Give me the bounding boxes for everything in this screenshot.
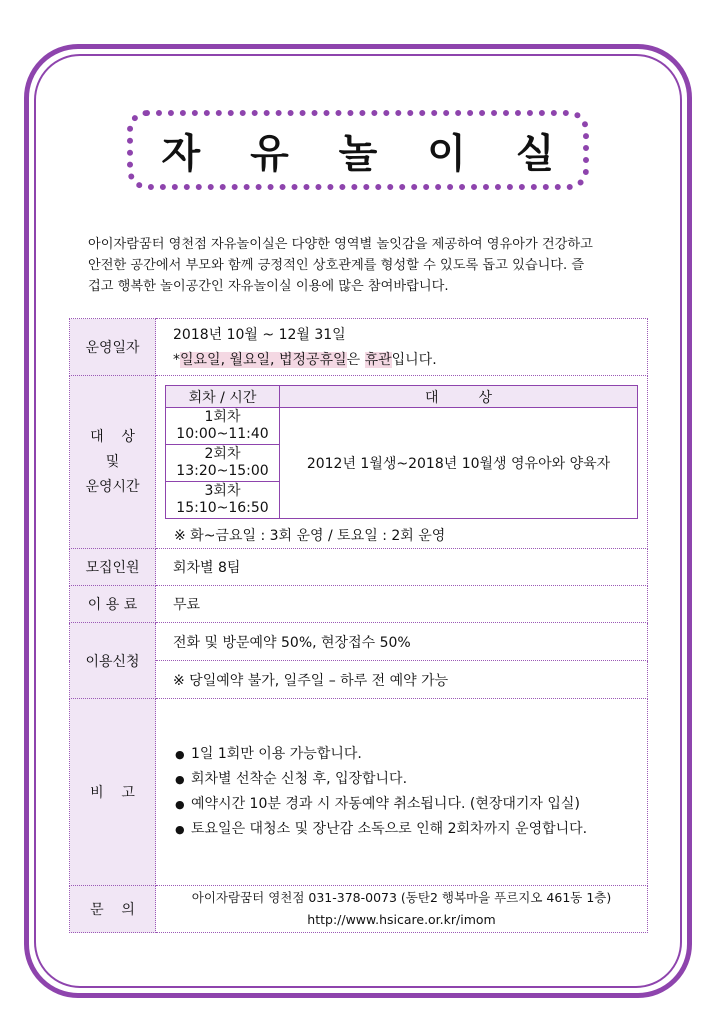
recruit-label: 모집인원 (70, 549, 156, 586)
closed-mid: 은 (346, 351, 365, 368)
session-slot (166, 482, 280, 519)
info-table (69, 318, 648, 933)
contact-url[interactable]: http://www.hsicare.or.kr/imom (307, 912, 496, 927)
intro-line: 아이자람꿈터 영천점 자유놀이실은 다양한 영역별 놀잇감을 제공하여 영유아가 건강하고 (88, 237, 593, 252)
row-remarks (70, 699, 648, 886)
intro-line: 안전한 공간에서 부모와 함께 긍정적인 상호관계를 형성할 수 있도록 돕고 있습니다. 즐 (88, 258, 585, 273)
schedule-header (166, 386, 638, 408)
contact-label: 문 의 (70, 886, 156, 933)
target-label-line: 및 (105, 453, 120, 470)
col-target-header: 대 상 (280, 386, 638, 408)
session-name: 1회차 (204, 409, 241, 425)
fee-value: 무료 (156, 586, 648, 623)
row-apply-1 (70, 623, 648, 661)
closed-days: 일요일, 월요일, 법정공휴일 (180, 351, 347, 368)
closed-prefix: * (173, 351, 180, 368)
target-desc: 2012년 1월생~2018년 10월생 영유아와 양육자 (280, 408, 638, 519)
session-time: 10:00~11:40 (176, 426, 269, 442)
row-recruit (70, 549, 648, 586)
list-item: ● 회차별 선착순 신청 후, 입장합니다. (173, 767, 637, 792)
recruit-value: 회차별 8팀 (156, 549, 648, 586)
remarks-label: 비 고 (70, 699, 156, 886)
row-target (70, 376, 648, 549)
list-item: ● 예약시간 10분 경과 시 자동예약 취소됩니다. (현장대기자 입실) (173, 792, 637, 817)
closed-word: 휴관 (364, 351, 392, 368)
row-contact (70, 886, 648, 933)
intro-line: 겁고 행복한 놀이공간인 자유놀이실 이용에 많은 참여바랍니다. (88, 279, 449, 294)
fee-label: 이 용 료 (70, 586, 156, 623)
page-title: 자 유 놀 이 실 (161, 130, 573, 177)
row-period (70, 319, 648, 376)
list-item: ● 1일 1회만 이용 가능합니다. (173, 742, 637, 767)
title-box (127, 110, 589, 190)
list-item: ● 토요일은 대청소 및 장난감 소독으로 인해 2회차까지 운영합니다. (173, 817, 637, 842)
session-time: 13:20~15:00 (176, 463, 269, 479)
row-fee (70, 586, 648, 623)
remarks-cell (156, 699, 648, 886)
session-name: 2회차 (204, 446, 241, 462)
contact-line: 아이자람꿈터 영천점 031-378-0073 (동탄2 행복마을 푸르지오 461동 1층) (191, 890, 612, 905)
col-session-header: 회차 / 시간 (166, 386, 280, 408)
target-label-line: 운영시간 (85, 478, 140, 495)
target-cell (156, 376, 648, 549)
period-closed (173, 348, 647, 372)
period-dates: 2018년 10월 ~ 12월 31일 (173, 326, 346, 343)
session-time: 15:10~16:50 (176, 500, 269, 516)
target-label-line: 대 상 (90, 428, 135, 445)
apply-line2: ※ 당일예약 불가, 일주일 – 하루 전 예약 가능 (156, 661, 648, 699)
intro-paragraph (88, 234, 636, 297)
schedule-row (166, 408, 638, 445)
session-name: 3회차 (204, 483, 241, 499)
target-label (70, 376, 156, 549)
period-value (156, 319, 648, 376)
remarks-list (173, 742, 637, 842)
row-apply-2 (70, 661, 648, 699)
apply-line1: 전화 및 방문예약 50%, 현장접수 50% (156, 623, 648, 661)
contact-cell (156, 886, 648, 933)
session-slot (166, 445, 280, 482)
period-label: 운영일자 (70, 319, 156, 376)
apply-label: 이용신청 (70, 623, 156, 699)
closed-suffix: 입니다. (391, 351, 437, 368)
schedule-note: ※ 화~금요일 : 3회 운영 / 토요일 : 2회 운영 (174, 528, 446, 544)
session-slot (166, 408, 280, 445)
schedule-table (165, 385, 638, 519)
